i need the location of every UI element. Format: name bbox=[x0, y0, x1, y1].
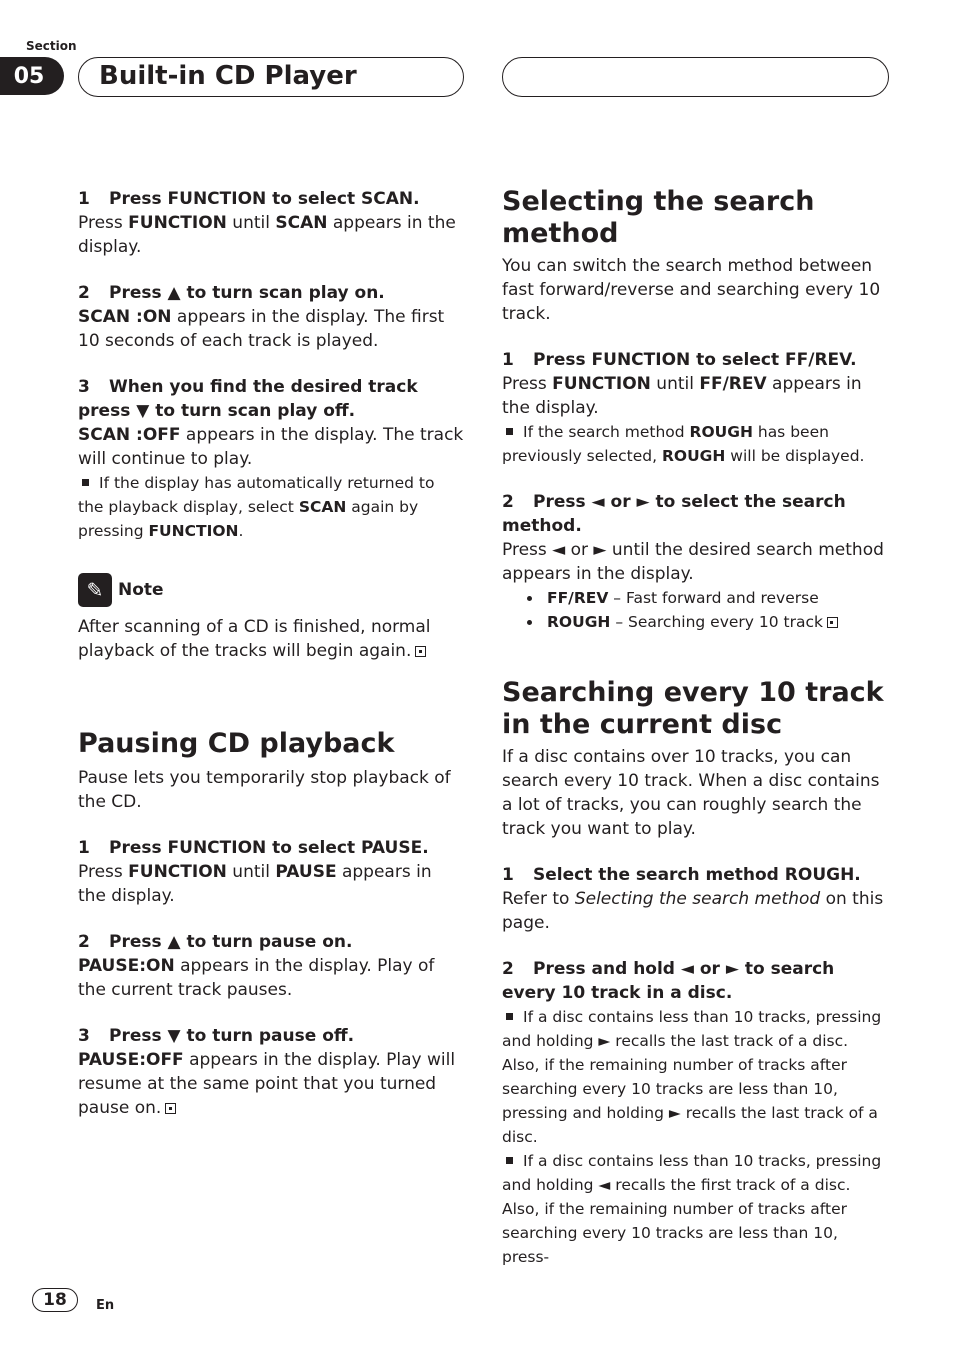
step-note: If the search method ROUGH has been previously selected, ROUGH will be displayed. bbox=[502, 423, 865, 465]
pause-heading: Pausing CD playback bbox=[78, 728, 395, 759]
step-text: SCAN :ON appears in the display. The first 10 seconds of each track is played. bbox=[78, 307, 445, 351]
pause-section bbox=[78, 728, 464, 1120]
step-note: If a disc contains less than 10 tracks, pressing and holding ◄ recalls the first track of a disc. Also, if the remaining number of tracks after searching every 10 tracks are less than 10, press- bbox=[502, 1152, 882, 1266]
square-bullet-icon bbox=[82, 479, 89, 486]
step-heading: 2 Press ▲ to turn scan play on. bbox=[78, 283, 385, 303]
search-heading: Selecting the search method bbox=[502, 186, 815, 249]
page-number: 18 bbox=[32, 1288, 78, 1312]
step-text: SCAN :OFF appears in the display. The track will continue to play. bbox=[78, 425, 464, 469]
square-bullet-icon bbox=[506, 428, 513, 435]
list-item: FF/REV – Fast forward and reverse bbox=[502, 586, 888, 610]
step-heading: 2 Press and hold ◄ or ► to search every 10 track in a disc. bbox=[502, 959, 835, 1003]
section-number-badge: 05 bbox=[0, 57, 64, 95]
end-mark-icon bbox=[827, 617, 838, 628]
pause-intro: Pause lets you temporarily stop playback of the CD. bbox=[78, 768, 451, 812]
search-method-list bbox=[502, 586, 888, 634]
scan-steps bbox=[78, 187, 464, 663]
search-method-section bbox=[502, 186, 888, 634]
search-intro: You can switch the search method between fast forward/reverse and searching every 10 track. bbox=[502, 256, 881, 324]
step-heading: 1 Select the search method ROUGH. bbox=[502, 865, 861, 885]
every10-heading: Searching every 10 track in the current disc bbox=[502, 677, 884, 740]
section-title: Built-in CD Player bbox=[78, 57, 464, 97]
note-label: Note bbox=[118, 580, 164, 600]
every10-intro: If a disc contains over 10 tracks, you can search every 10 track. When a disc contains a lot of tracks, you can roughly search the track you want to play. bbox=[502, 747, 880, 839]
end-mark-icon bbox=[415, 646, 426, 657]
step-heading: 3 When you find the desired track press ▼ to turn scan play off. bbox=[78, 377, 418, 421]
square-bullet-icon bbox=[506, 1013, 513, 1020]
step-heading: 1 Press FUNCTION to select PAUSE. bbox=[78, 838, 429, 858]
step-text: Press FUNCTION until FF/REV appears in the display. bbox=[502, 374, 862, 418]
step-text: Press FUNCTION until SCAN appears in the display. bbox=[78, 213, 456, 257]
step-heading: 1 Press FUNCTION to select FF/REV. bbox=[502, 350, 857, 370]
square-bullet-icon bbox=[506, 1157, 513, 1164]
step-text: Press FUNCTION until PAUSE appears in the display. bbox=[78, 862, 432, 906]
header-empty-box bbox=[502, 57, 889, 97]
list-item: ROUGH – Searching every 10 track bbox=[502, 610, 888, 634]
step-heading: 2 Press ◄ or ► to select the search method. bbox=[502, 492, 846, 536]
step-note: If the display has automatically returned to the playback display, select SCAN again by pressing FUNCTION. bbox=[78, 474, 435, 540]
pencil-note-icon: ✎ bbox=[78, 573, 112, 607]
section-label: Section bbox=[26, 39, 77, 53]
step-heading: 2 Press ▲ to turn pause on. bbox=[78, 932, 353, 952]
end-mark-icon bbox=[165, 1103, 176, 1114]
step-heading: 3 Press ▼ to turn pause off. bbox=[78, 1026, 355, 1046]
language-label: En bbox=[96, 1298, 115, 1313]
step-note: If a disc contains less than 10 tracks, pressing and holding ► recalls the last track of a disc. Also, if the remaining number of tracks after searching every 10 tracks are less than 10, pressing and holding ► recalls the last track of a disc. bbox=[502, 1008, 882, 1146]
step-text: Refer to Selecting the search method on this page. bbox=[502, 889, 884, 933]
step-text: PAUSE:OFF appears in the display. Play will resume at the same point that you turned pause on. bbox=[78, 1050, 456, 1118]
every10-section bbox=[502, 677, 888, 1269]
step-text: Press ◄ or ► until the desired search method appears in the display. bbox=[502, 540, 884, 584]
step-heading: 1 Press FUNCTION to select SCAN. bbox=[78, 189, 420, 209]
step-text: PAUSE:ON appears in the display. Play of the current track pauses. bbox=[78, 956, 435, 1000]
note-header bbox=[78, 573, 464, 607]
note-text: After scanning of a CD is finished, normal playback of the tracks will begin again. bbox=[78, 617, 431, 661]
